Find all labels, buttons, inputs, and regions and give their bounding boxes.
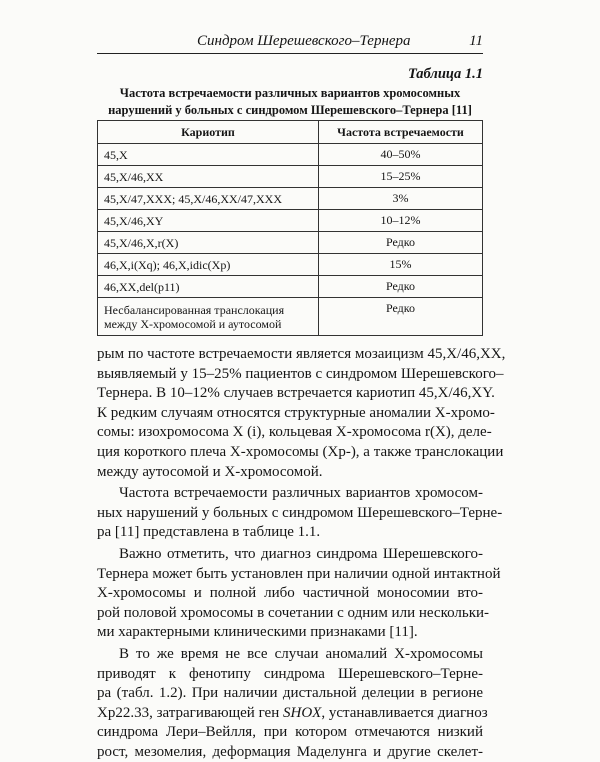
text-line: ми характерными клиническими признаками [11].	[97, 624, 418, 641]
page-number: 11	[469, 33, 483, 49]
text-line: ра [11] представлена в таблице 1.1.	[97, 524, 321, 541]
text-line: Хр22.33, затрагивающей ген SHOX, устанавливается диагноз	[97, 704, 488, 721]
column-header-karyotype: Кариотип	[98, 121, 319, 144]
table-header-row	[98, 121, 483, 144]
text-line: приводят к фенотипу синдрома Шерешевского–Терне-	[97, 665, 483, 682]
frequency-cell: 40–50%	[319, 144, 483, 166]
text-line: ных нарушений у больных с синдромом Шерешевского–Терне-	[97, 504, 503, 521]
table-caption-line: Частота встречаемости различных вариантов хромосомных	[119, 86, 461, 100]
karyotype-cell: 45,X/46,XX	[98, 166, 319, 188]
table-row	[98, 166, 483, 188]
column-header-frequency: Частота встречаемости	[319, 121, 483, 144]
text-line: рой половой хромосомы в сочетании с одним или нескольки-	[97, 604, 490, 621]
table-row	[98, 232, 483, 254]
text-line: Важно отметить, что диагноз синдрома Шерешевского-	[119, 545, 483, 562]
karyotype-cell: 45,X/46,X,r(X)	[98, 232, 319, 254]
karyotype-cell: 45,X/46,XY	[98, 210, 319, 232]
frequency-cell: 10–12%	[319, 210, 483, 232]
text-line: Тернера может быть установлен при наличии одной интактной	[97, 565, 501, 582]
text-line: между аутосомой и Х-хромосомой.	[97, 463, 323, 480]
frequency-cell: 15%	[319, 254, 483, 276]
paragraph	[97, 545, 501, 643]
table-caption	[97, 85, 483, 119]
frequency-cell: Редко	[319, 276, 483, 298]
table-row	[98, 276, 483, 298]
text-line: сомы: изохромосома X (i), кольцевая Х-хромосома r(X), деле-	[97, 424, 492, 441]
text-line: рым по частоте встречаемости является мозаицизм 45,X/46,XX,	[97, 346, 506, 362]
frequency-cell: Редко	[319, 298, 483, 336]
text-line: ра (табл. 1.2). При наличии дистальной делеции в регионе	[97, 685, 483, 702]
karyotype-cell: 45,X/47,XXX; 45,X/46,XX/47,XXX	[98, 188, 319, 210]
table-row	[98, 210, 483, 232]
text-line: рост, мезомелия, деформация Маделунга и другие скелет-	[97, 743, 483, 760]
frequency-cell: 3%	[319, 188, 483, 210]
karyotype-cell	[98, 298, 319, 336]
running-title: Синдром Шерешевского–Тернера	[197, 33, 411, 49]
table-row	[98, 298, 483, 336]
table-row	[98, 188, 483, 210]
paragraph	[97, 484, 503, 543]
karyotype-frequency-table	[97, 120, 483, 336]
table-caption-line: нарушений у больных с синдромом Шерешевского–Тернера [11]	[108, 103, 472, 117]
body-text	[97, 345, 506, 762]
karyotype-cell: 46,X,i(Xq); 46,X,idic(Xp)	[98, 254, 319, 276]
table-label: Таблица 1.1	[407, 66, 483, 82]
paragraph	[97, 345, 506, 482]
gene-symbol: SHOX	[282, 704, 322, 721]
frequency-cell: 15–25%	[319, 166, 483, 188]
text-line: ция короткого плеча Х-хромосомы (Хр-), а также транслокации	[97, 443, 504, 460]
text-line: выявляемый у 15–25% пациентов с синдромом Шерешевского–	[97, 365, 504, 382]
text-line: В то же время не все случаи аномалий Х-хромосомы	[119, 645, 483, 662]
table-row	[98, 144, 483, 166]
text-line: К редким случаям относятся структурные аномалии Х-хромо-	[97, 404, 495, 421]
karyotype-cell-line: Несбалансированная транслокация	[104, 302, 285, 317]
text-line: Тернера. В 10–12% случаев встречается кариотип 45,X/46,XY.	[97, 385, 495, 402]
karyotype-cell-line: между Х-хромосомой и аутосомой	[104, 316, 282, 331]
text-line: Частота встречаемости различных вариантов хромосом-	[119, 485, 483, 502]
text-line: Х-хромосомы и полной либо частичной моносомии вто-	[97, 585, 483, 602]
frequency-cell: Редко	[319, 232, 483, 254]
karyotype-cell: 46,XX,del(p11)	[98, 276, 319, 298]
karyotype-cell: 45,X	[98, 144, 319, 166]
table-row	[98, 254, 483, 276]
paragraph	[97, 645, 488, 762]
running-header	[97, 33, 483, 54]
text-line: синдрома Лери–Вейлля, при котором отмечаются низкий	[97, 724, 483, 741]
